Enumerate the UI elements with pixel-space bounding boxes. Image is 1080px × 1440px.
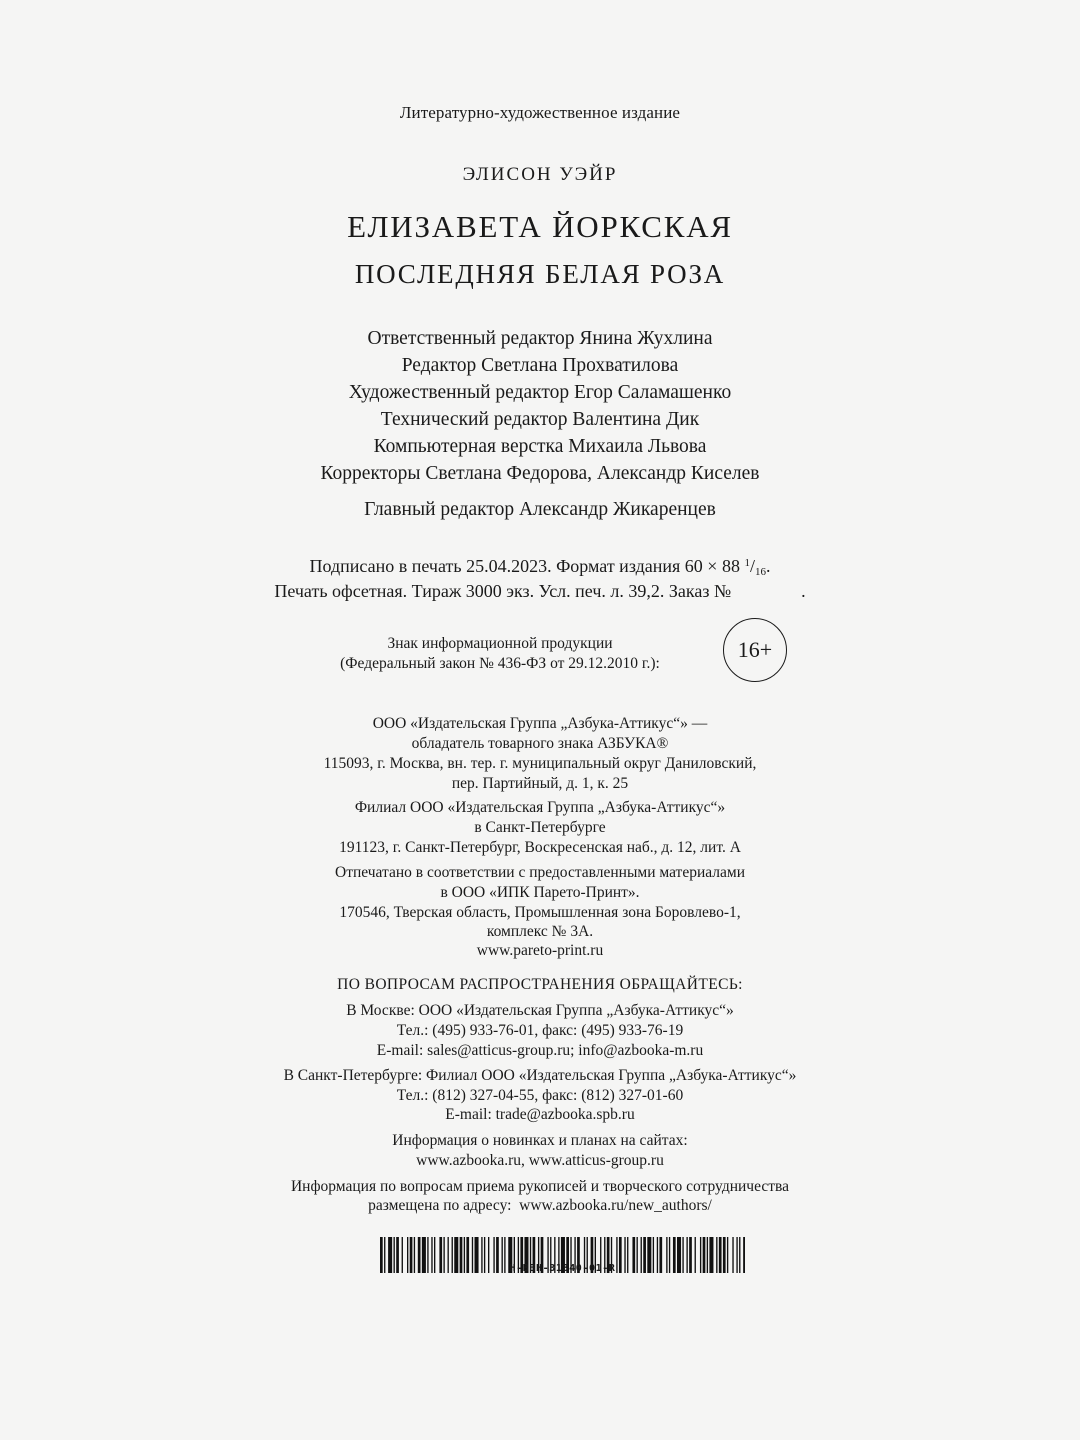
printer-line: в ООО «ИПК Парето-Принт».: [440, 884, 640, 901]
credit-line: Компьютерная верстка Михаила Львова: [373, 436, 707, 457]
format-fraction-denominator: 16: [754, 566, 766, 578]
distribution-spb-line: E-mail: trade@azbooka.spb.ru: [445, 1106, 635, 1123]
manuscripts-line: размещена по адресу: www.azbooka.ru/new_authors/: [368, 1197, 712, 1214]
printer-website: www.pareto-print.ru: [476, 942, 604, 959]
printer-line: комплекс № 3А.: [486, 923, 594, 940]
printer-line: Отпечатано в соответствии с предоставленными материалами: [335, 864, 745, 881]
credit-line: Ответственный редактор Янина Жухлина: [367, 328, 713, 349]
publisher-line: ООО «Издательская Группа „Азбука-Аттикус“» —: [372, 715, 708, 732]
print-info-line-1: Подписано в печать 25.04.2023. Формат издания 60 × 88 $^1/_{16}$.: [309, 556, 771, 578]
book-subtitle: ПОСЛЕДНЯЯ БЕЛАЯ РОЗА: [354, 259, 726, 289]
branch-line: Филиал ООО «Издательская Группа „Азбука-Аттикус“»: [354, 799, 726, 816]
credit-line: Редактор Светлана Прохватилова: [401, 355, 679, 376]
book-title: ЕЛИЗАВЕТА ЙОРКСКАЯ: [347, 209, 733, 244]
info-sign-label: Знак информационной продукции: [387, 635, 613, 652]
print-info-line-2: [0, 581, 1080, 602]
credit-line: Корректоры Светлана Федорова, Александр Киселев: [320, 463, 760, 484]
branch-line: 191123, г. Санкт-Петербург, Воскресенская наб., д. 12, лит. А: [339, 839, 741, 856]
distribution-heading: ПО ВОПРОСАМ РАСПРОСТРАНЕНИЯ ОБРАЩАЙТЕСЬ:: [337, 976, 743, 993]
credit-line: Художественный редактор Егор Саламашенко: [348, 382, 732, 403]
websites-line: Информация о новинках и планах на сайтах:: [392, 1132, 688, 1149]
print-info-period: .: [765, 556, 771, 576]
manuscripts-line: Информация по вопросам приема рукописей и творческого сотрудничества: [290, 1178, 790, 1195]
author-name: ЭЛИСОН УЭЙР: [462, 164, 618, 185]
publisher-line: 115093, г. Москва, вн. тер. г. муниципальный округ Даниловский,: [323, 755, 757, 772]
print-info-text: Подписано в печать 25.04.2023. Формат издания 60 × 88: [309, 556, 740, 576]
age-rating-badge: [723, 618, 787, 682]
age-rating-text: 16+: [737, 637, 773, 662]
print-info-order-period: .: [801, 581, 806, 601]
format-fraction-numerator: 1: [744, 557, 750, 569]
chief-editor: Главный редактор Александр Жикаренцев: [364, 499, 716, 520]
print-info-order-text: Печать офсетная. Тираж 3000 экз. Усл. печ. л. 39,2. Заказ №: [274, 581, 732, 601]
barcode-label: H-BBH-31340-01-R: [509, 1263, 616, 1274]
websites-line: www.azbooka.ru, www.atticus-group.ru: [416, 1152, 664, 1169]
info-sign-law: (Федеральный закон № 436-ФЗ от 29.12.2010 г.):: [340, 655, 660, 672]
edition-type: Литературно-художественное издание: [399, 103, 681, 122]
credit-line: Технический редактор Валентина Дик: [380, 409, 700, 430]
branch-line: в Санкт-Петербурге: [474, 819, 606, 836]
distribution-spb-line: Тел.: (812) 327-04-55, факс: (812) 327-01-60: [396, 1087, 684, 1104]
distribution-moscow-line: E-mail: sales@atticus-group.ru; info@azbooka-m.ru: [376, 1042, 704, 1059]
distribution-moscow-line: Тел.: (495) 933-76-01, факс: (495) 933-76-19: [396, 1022, 684, 1039]
distribution-moscow-line: В Москве: ООО «Издательская Группа „Азбука-Аттикус“»: [346, 1002, 734, 1019]
publisher-line: обладатель товарного знака АЗБУКА®: [411, 735, 669, 752]
distribution-spb-line: В Санкт-Петербурге: Филиал ООО «Издательская Группа „Азбука-Аттикус“»: [283, 1067, 797, 1084]
printer-line: 170546, Тверская область, Промышленная зона Боровлево-1,: [339, 904, 741, 921]
publisher-line: пер. Партийный, д. 1, к. 25: [451, 775, 629, 792]
